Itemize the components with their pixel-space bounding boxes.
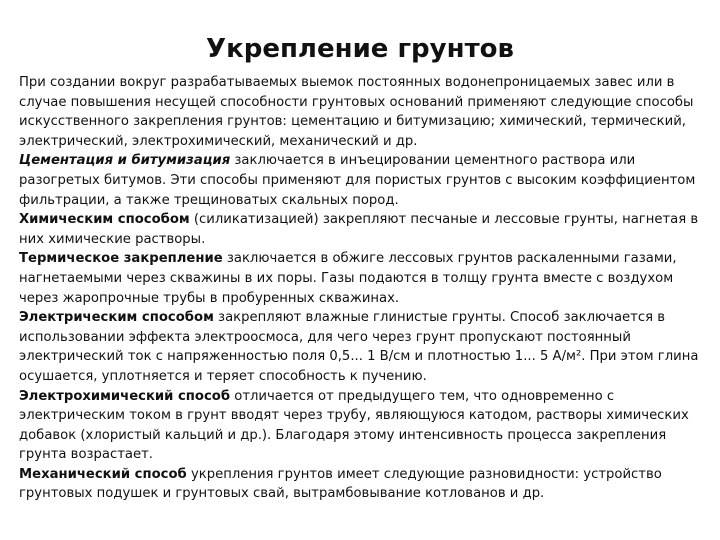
paragraph-text: заключается в обжиге лессовых грунтов раскаленными газами, нагнетаемыми через скважины в их поры. Газы подаются в толщу грунта вместе с воздухом через жаропрочные трубы в пробуренных скважинах. [19,251,677,306]
paragraph-text: заключается в инъецировании цементного раствора или разогретых битумов. Эти способы применяют для пористых грунтов с высоким коэффициентом фильтрации, а также трещиноватых скальных пород. [19,153,696,208]
paragraph-text: отличается от предыдущего тем, что одновременно с электрическим током в грунт вводят через трубу, являющуюся катодом, растворы химических добавок (хлористый кальций и др.). Благодаря этому интенсивность процесса закрепления грунта возрастает. [19,388,689,463]
cementation-paragraph [19,151,705,210]
electrochemical-method-paragraph [19,387,705,465]
thermal-method-paragraph [19,249,705,308]
paragraph-term: Электрическим способом [19,310,214,326]
paragraph-term: Химическим способом [19,212,190,228]
paragraph-text: укрепления грунтов имеет следующие разновидности: устройство грунтовых подушек и грунтовых свай, вытрамбовывание котлованов и др. [19,466,662,502]
electrical-method-paragraph [19,308,705,386]
paragraph-term: Цементация и битумизация [19,153,231,169]
paragraph-text: При создании вокруг разрабатываемых выемок постоянных водонепроницаемых завес или в случае повышения несущей способности грунтовых оснований применяют следующие способы искусственного закрепления грунтов: цементацию и битумизацию; химический, термический, электрический, электрохимический, механический и др. [19,75,694,149]
intro-paragraph [19,73,705,151]
mechanical-method-paragraph [19,465,705,504]
chemical-method-paragraph [19,210,705,249]
paragraph-term: Механический способ [19,466,187,482]
paragraph-text: закрепляют влажные глинистые грунты. Способ заключается в использовании эффекта электроосмоса, для чего через грунт пропускают постоянный электрический ток с напряженностью поля 0,5... 1 В/см и плотностью 1... 5 А/м². При этом глина осушается, уплотняется и теряет способность к пучению. [19,310,699,384]
slide-body [19,73,705,504]
paragraph-term: Электрохимический способ [19,388,231,404]
paragraph-term: Термическое закрепление [19,251,223,267]
slide-title: Укрепление грунтов [206,34,514,64]
paragraph-text: (силикатизацией) закрепляют песчаные и лессовые грунты, нагнетая в них химические растворы. [19,212,699,247]
